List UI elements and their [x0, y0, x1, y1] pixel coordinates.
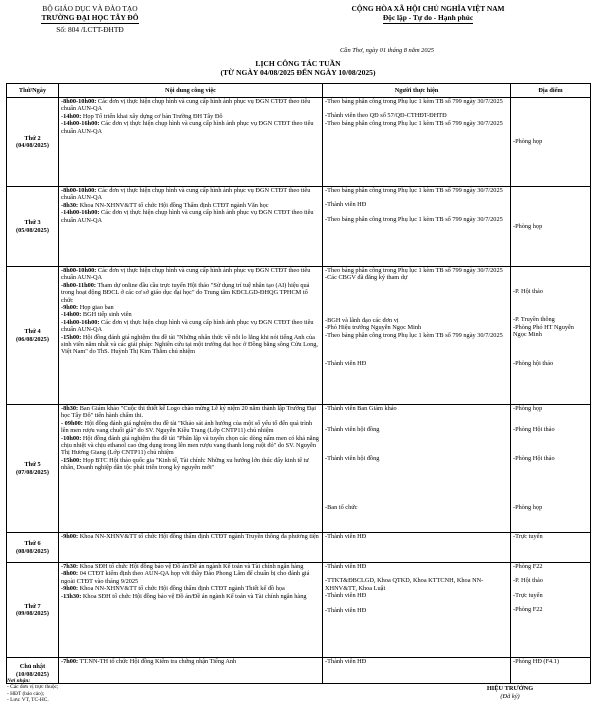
content-cell — [59, 563, 323, 658]
place-item: -Phòng Hội thảo — [513, 426, 555, 434]
place-item: -Phòng Phó HT Nguyễn Ngọc Minh — [513, 323, 574, 339]
day-name: Thứ 7 — [24, 602, 41, 610]
person-item: -Theo bảng phân công trong Phụ lục 1 kèm TB số 799 ngày 30/7/2025 — [325, 267, 503, 274]
recipients-block — [7, 678, 58, 704]
column-header-place: Địa điểm — [511, 84, 591, 98]
recipient-item: - Lưu: VT, TC-HC. — [7, 697, 49, 704]
task-item: -14h00: BGH tiếp sinh viên — [61, 311, 132, 319]
header-right — [318, 4, 538, 24]
task-item: -10h00: Hội đồng đánh giá nghiệm thu đề tài "Phân lập và tuyển chọn các dòng nấm men có khả năng chịu nhiệt và chịu ethanol cao ứng dụng trong lên men rượu vang thanh long ruột đỏ" do SV. Nguyễn Thị Hương Giang (Lớp CNTP11) chủ nhiệm — [61, 434, 319, 457]
task-item: -8h30: Ban Giám khảo "Cuộc thi thiết kế Logo chào mừng Lễ kỷ niệm 20 năm thành lập Trường Đại học Tây Đô" tiến hành chấm thi. — [61, 405, 316, 420]
place-item: -Phòng họp — [513, 504, 543, 512]
place-item: -Phòng F22 — [513, 563, 543, 570]
day-cell — [7, 267, 59, 405]
recipients-title: Nơi nhận: — [7, 678, 31, 684]
content-cell — [59, 187, 323, 267]
day-date: (10/08/2025) — [16, 670, 49, 678]
place-item: -Phòng hội thảo — [513, 359, 554, 367]
day-cell — [7, 405, 59, 533]
university-name: TRƯỜNG ĐẠI HỌC TÂY ĐÔ — [41, 13, 139, 22]
task-item: -14h00-16h00: Các đơn vị thực hiện chụp hình và cung cấp hình ảnh phục vụ ĐGN CTĐT theo tiêu chuẩn AUN-QA — [61, 120, 314, 135]
place-item: -P. Truyền thông — [513, 316, 555, 324]
table-row — [7, 405, 591, 533]
content-cell — [59, 405, 323, 533]
table-header-row — [7, 84, 591, 98]
place-item: -Phòng Hội thảo — [513, 454, 555, 462]
place-cell — [511, 98, 591, 187]
day-date: (08/08/2025) — [16, 547, 49, 555]
person-item: -Ban tổ chức — [325, 504, 358, 512]
national-motto: Độc lập - Tự do - Hạnh phúc — [382, 13, 474, 22]
day-date: (04/08/2025) — [16, 142, 49, 149]
day-date: (06/08/2025) — [16, 335, 49, 343]
schedule-table — [6, 83, 591, 684]
people-cell — [323, 98, 511, 187]
signer-note: (Đã ký) — [500, 693, 520, 700]
place-item: -Trực tuyến — [513, 591, 543, 599]
people-cell — [323, 405, 511, 533]
task-item: -7h00: TT.NN-TH tổ chức Hội đồng Kiểm tra chứng nhận Tiếng Anh — [61, 658, 237, 665]
task-item: -7h30: Khoa SĐH tổ chức Hội đồng bảo vệ Đồ án/Đề án ngành Kế toán và Tài chính ngân hàng — [61, 563, 304, 570]
person-item: -Theo bảng phân công trong Phụ lục 1 kèm TB số 799 ngày 30/7/2025 — [325, 215, 503, 223]
place-cell — [511, 563, 591, 658]
person-item: -Theo bảng phân công trong Phụ lục 1 kèm TB số 799 ngày 30/7/2025 — [325, 187, 503, 194]
place-cell — [511, 267, 591, 405]
content-cell — [59, 98, 323, 187]
person-item: -Thành viên hội đồng — [325, 426, 380, 434]
person-item: -Thành viên theo QĐ số 57/QĐ-CTHĐT-ĐHTĐ — [325, 112, 447, 120]
day-date: (07/08/2025) — [16, 468, 49, 476]
header-left — [10, 4, 170, 34]
day-name: Thứ 3 — [24, 219, 41, 227]
place-cell — [511, 533, 591, 563]
task-item: -14h00-16h00: Các đơn vị thực hiện chụp hình và cung cấp hình ảnh phục vụ ĐGN CTĐT theo tiêu chuẩn AUN-QA — [61, 318, 314, 334]
day-cell — [7, 98, 59, 187]
task-item: -9h00: Khoa NN-XHNV&TT tổ chức Hội đồng thẩm định CTĐT ngành Thiết kế đồ họa — [61, 585, 285, 593]
signature-block — [470, 685, 550, 701]
place-cell — [511, 658, 591, 684]
task-item: -14h00-16h00: Các đơn vị thực hiện chụp hình và cung cấp hình ảnh phục vụ ĐGN CTĐT theo tiêu chuẩn AUN-QA — [61, 209, 314, 224]
place-cell — [511, 405, 591, 533]
task-item: -8h00-10h00: Các đơn vị thực hiện chụp hình và cung cấp hình ảnh phục vụ ĐGN CTĐT theo tiêu chuẩn AUN-QA — [61, 98, 311, 113]
person-item: -Thành viên HĐ — [325, 533, 367, 540]
page-title — [0, 59, 596, 77]
recipient-item: - Các đơn vị trực thuộc; — [7, 684, 59, 691]
task-item: -8h30: Khoa NN-XHNV&TT tổ chức Hội đồng Thẩm định CTĐT ngành Văn học — [61, 201, 269, 209]
content-cell — [59, 658, 323, 684]
task-item: -8h00-10h00: Các đơn vị thực hiện chụp hình và cung cấp hình ảnh phục vụ ĐGN CTĐT theo tiêu chuẩn AUN-QA — [61, 187, 311, 202]
republic-name: CỘNG HÒA XÃ HỘI CHỦ NGHĨA VIỆT NAM — [351, 4, 505, 13]
day-cell — [7, 187, 59, 267]
person-item: -Phó Hiệu trưởng Nguyễn Ngọc Minh — [325, 324, 422, 332]
title-line-1: LỊCH CÔNG TÁC TUẦN — [255, 59, 341, 68]
person-item: -Thành viên HĐ — [325, 658, 367, 665]
column-header-people: Người thực hiện — [323, 84, 511, 98]
task-item: -9h00: Họp giao ban — [61, 304, 114, 312]
person-item: -Thành viên HĐ — [325, 360, 367, 368]
place-date: Cần Thơ, ngày 01 tháng 8 năm 2025 — [340, 47, 434, 54]
place-cell — [511, 187, 591, 267]
task-item: -15h00: Hội đồng đánh giá nghiệm thu đề tài "Những nhân thức về nỗi lo lắng khi nói tiếng Anh của sinh viên năm nhất và các giải pháp: Nghiên cứu tại một trường đại học ở Đồng bằng sông Cửu Long, Việt Nam" do ThS. Huỳnh Thị Kim Thắm chủ nhiệm — [61, 333, 319, 356]
place-item: -Phòng họp — [513, 405, 543, 412]
place-item: -P. Hội thảo — [513, 288, 543, 295]
person-item: -Theo bảng phân công trong Phụ lục 1 kèm TB số 799 ngày 30/7/2025 — [325, 331, 503, 339]
people-cell — [323, 563, 511, 658]
table-row — [7, 98, 591, 187]
person-item: -Thành viên HĐ — [325, 606, 367, 614]
day-name: Thứ 4 — [24, 328, 41, 336]
day-date: (09/08/2025) — [16, 610, 49, 617]
day-name: Thứ 2 — [24, 134, 41, 142]
day-date: (05/08/2025) — [16, 226, 49, 234]
table-row — [7, 533, 591, 563]
person-item: -Thành viên HĐ — [325, 563, 367, 570]
person-item: -Theo bảng phân công trong Phụ lục 1 kèm TB số 799 ngày 30/7/2025 — [325, 119, 503, 127]
place-item: -Phòng F22 — [513, 606, 543, 614]
column-header-day: Thứ/Ngày — [7, 84, 59, 98]
people-cell — [323, 533, 511, 563]
people-cell — [323, 658, 511, 684]
title-line-2: (TỪ NGÀY 04/08/2025 ĐẾN NGÀY 10/08/2025) — [220, 68, 376, 77]
content-cell — [59, 533, 323, 563]
person-item: -Các CBGV đã đăng ký tham dự — [325, 274, 408, 282]
table-row — [7, 267, 591, 405]
day-name: Chủ nhật — [19, 663, 46, 671]
task-item: -8h00-10h00: Các đơn vị thực hiện chụp hình và cung cấp hình ảnh phục vụ ĐGN CTĐT theo tiêu chuẩn AUN-QA — [61, 267, 311, 282]
task-item: -8h00: 04 CTĐT kiểm định theo AUN-QA họp với thầy Đào Phong Lâm để chuẩn bị cho đánh giá ngoài CTĐT vào tháng 9/2025 — [61, 570, 310, 585]
person-item: -Thành viên hội đồng — [325, 454, 380, 462]
table-row — [7, 187, 591, 267]
place-item: -P. Hội thảo — [513, 577, 543, 585]
recipient-item: - HĐT (báo cáo); — [7, 690, 45, 697]
place-item: -Phòng HĐ (F4.1) — [513, 658, 560, 665]
day-cell — [7, 533, 59, 563]
person-item: -TTKT&ĐBCLGD, Khoa QTKD, Khoa KTTCNH, Khoa NN-XHNV&TT, Khoa Luật — [325, 577, 484, 592]
signer-title: HIỆU TRƯỞNG — [486, 685, 534, 692]
person-item: -Thành viên Ban Giám khảo — [325, 405, 397, 412]
column-header-content: Nội dung công việc — [59, 84, 323, 98]
person-item: -BGH và lãnh đạo các đơn vị — [325, 316, 399, 324]
day-cell — [7, 563, 59, 658]
place-item: -Phòng họp — [513, 138, 543, 146]
place-item: -Phòng họp — [513, 222, 543, 230]
task-item: -15h00: Họp BTC Hội thảo quốc gia "Kinh tế, Tài chính: Những xu hướng lớn thúc đẩy kinh tế tư nhân, Doanh nghiệp dân tộc phát triển trong kỷ nguyên mới" — [61, 456, 309, 472]
content-cell — [59, 267, 323, 405]
task-item: -13h30: Khoa SĐH tổ chức Hội đồng bảo vệ Đồ án/Đề án ngành Kế toán và Tài chính ngân hàng — [61, 592, 307, 600]
task-item: -8h00-11h00: Tham dự online đầu cầu trực tuyến Hội thảo "Sử dụng trí tuệ nhân tạo (AI) hiệu quả trong hoạt động BĐCL ở các cơ sở giáo dục đại học" do Trung tâm KĐCLGD-ĐHQG TPHCM tổ chức — [61, 281, 310, 304]
task-item: -9h00: Khoa NN-XHNV&TT tổ chức Hội đồng thẩm định CTĐT ngành Truyền thông đa phương tiện — [61, 533, 319, 540]
table-row — [7, 563, 591, 658]
people-cell — [323, 187, 511, 267]
place-item: -Trực tuyến — [513, 533, 543, 540]
day-name: Thứ 5 — [24, 461, 41, 469]
document-number: Số: 804 /LCTT-ĐHTĐ — [56, 25, 124, 34]
task-item: -14h00: Họp Tổ triển khai xây dựng cơ bản Trường ĐH Tây Đô — [61, 112, 223, 120]
task-item: - 09h00: Hội đồng đánh giá nghiệm thu đề tài "Khảo sát ảnh hưởng của một số yếu tố đến quá trình lên men rượu vang chuối già" do SV. Nguyễn Kiều Trang (Lớp CNTP11) chủ nhiệm — [61, 419, 313, 435]
table-row — [7, 658, 591, 684]
ministry-name: BỘ GIÁO DỤC VÀ ĐÀO TẠO — [42, 4, 138, 13]
day-name: Thứ 6 — [24, 540, 41, 548]
person-item: -Thành viên HĐ — [325, 592, 367, 600]
person-item: -Theo bảng phân công trong Phụ lục 1 kèm TB số 799 ngày 30/7/2025 — [325, 98, 503, 105]
person-item: -Thành viên HĐ — [325, 201, 367, 209]
people-cell — [323, 267, 511, 405]
